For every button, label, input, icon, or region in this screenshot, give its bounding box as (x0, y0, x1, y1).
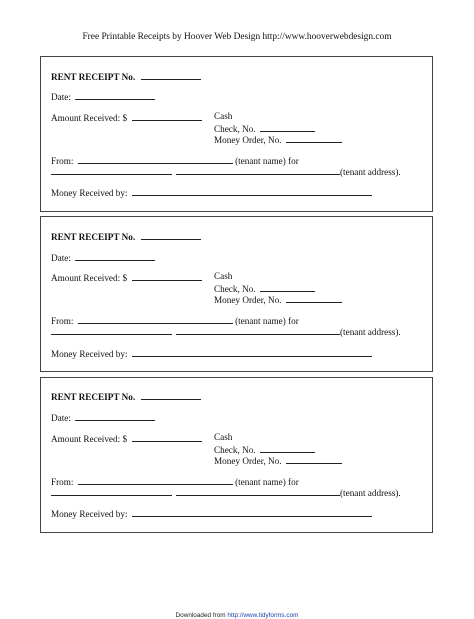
tenant-name-blank[interactable] (78, 154, 233, 164)
amount-blank[interactable] (132, 111, 202, 121)
rent-receipt-1 (40, 56, 433, 212)
money-order-number-blank[interactable] (286, 293, 342, 303)
amount-row (51, 111, 202, 124)
date-label: Date: (51, 253, 71, 263)
amount-blank[interactable] (132, 432, 202, 442)
receipt-number-row (51, 390, 201, 403)
date-row (51, 251, 155, 264)
receipt-number-row (51, 230, 201, 243)
from-label: From: (51, 316, 74, 326)
cash-label: Cash (214, 432, 233, 442)
address-row (51, 165, 401, 178)
address-blank-1[interactable] (51, 165, 172, 175)
check-number-blank[interactable] (260, 122, 315, 132)
address-blank-2[interactable] (176, 165, 340, 175)
money-order-label: Money Order, No. (214, 456, 282, 466)
check-number-blank[interactable] (260, 443, 315, 453)
money-received-by-row (51, 186, 372, 199)
amount-blank[interactable] (132, 271, 202, 281)
receipt-number-blank[interactable] (141, 70, 201, 80)
date-blank[interactable] (75, 90, 155, 100)
amount-row (51, 432, 202, 445)
money-order-option (214, 293, 342, 306)
receipt-title: RENT RECEIPT No. (51, 392, 136, 402)
cash-option (214, 271, 232, 282)
amount-label: Amount Received: $ (51, 434, 128, 444)
from-label: From: (51, 477, 74, 487)
footer-link[interactable]: http://www.tidyforms.com (227, 612, 299, 619)
money-order-label: Money Order, No. (214, 295, 282, 305)
tenant-address-label: (tenant address). (340, 327, 401, 337)
page-footer (0, 612, 474, 619)
check-label: Check, No. (214, 124, 256, 134)
date-blank[interactable] (75, 411, 155, 421)
cash-option (214, 432, 232, 443)
date-label: Date: (51, 92, 71, 102)
tenant-name-label: (tenant name) for (235, 156, 299, 166)
money-received-by-label: Money Received by: (51, 509, 128, 519)
address-blank-1[interactable] (51, 325, 172, 335)
from-label: From: (51, 156, 74, 166)
check-label: Check, No. (214, 445, 256, 455)
amount-label: Amount Received: $ (51, 273, 128, 283)
cash-option (214, 111, 232, 122)
money-received-by-row (51, 507, 372, 520)
money-received-by-row (51, 347, 372, 360)
tenant-name-blank[interactable] (78, 475, 233, 485)
date-row (51, 90, 155, 103)
address-row (51, 486, 401, 499)
address-blank-1[interactable] (51, 486, 172, 496)
money-order-option (214, 454, 342, 467)
receipt-number-row (51, 70, 201, 83)
receipt-title: RENT RECEIPT No. (51, 72, 136, 82)
cash-label: Cash (214, 111, 233, 121)
money-order-option (214, 133, 342, 146)
footer-prefix: Downloaded from (175, 612, 226, 619)
money-order-number-blank[interactable] (286, 454, 342, 464)
money-order-number-blank[interactable] (286, 133, 342, 143)
address-row (51, 325, 401, 338)
money-order-label: Money Order, No. (214, 135, 282, 145)
tenant-name-label: (tenant name) for (235, 316, 299, 326)
date-label: Date: (51, 413, 71, 423)
check-label: Check, No. (214, 284, 256, 294)
date-row (51, 411, 155, 424)
rent-receipt-2 (40, 216, 433, 372)
money-received-by-blank[interactable] (132, 186, 372, 196)
amount-label: Amount Received: $ (51, 113, 128, 123)
money-received-by-blank[interactable] (132, 507, 372, 517)
tenant-name-blank[interactable] (78, 314, 233, 324)
tenant-name-label: (tenant name) for (235, 477, 299, 487)
receipt-number-blank[interactable] (141, 230, 201, 240)
address-blank-2[interactable] (176, 325, 340, 335)
cash-label: Cash (214, 271, 233, 281)
rent-receipt-3 (40, 377, 433, 533)
receipt-title: RENT RECEIPT No. (51, 232, 136, 242)
amount-row (51, 271, 202, 284)
date-blank[interactable] (75, 251, 155, 261)
address-blank-2[interactable] (176, 486, 340, 496)
receipt-number-blank[interactable] (141, 390, 201, 400)
tenant-address-label: (tenant address). (340, 167, 401, 177)
money-received-by-label: Money Received by: (51, 188, 128, 198)
tenant-address-label: (tenant address). (340, 488, 401, 498)
money-received-by-label: Money Received by: (51, 349, 128, 359)
page-header: Free Printable Receipts by Hoover Web Design http://www.hooverwebdesign.com (82, 32, 392, 42)
check-number-blank[interactable] (260, 282, 315, 292)
money-received-by-blank[interactable] (132, 347, 372, 357)
